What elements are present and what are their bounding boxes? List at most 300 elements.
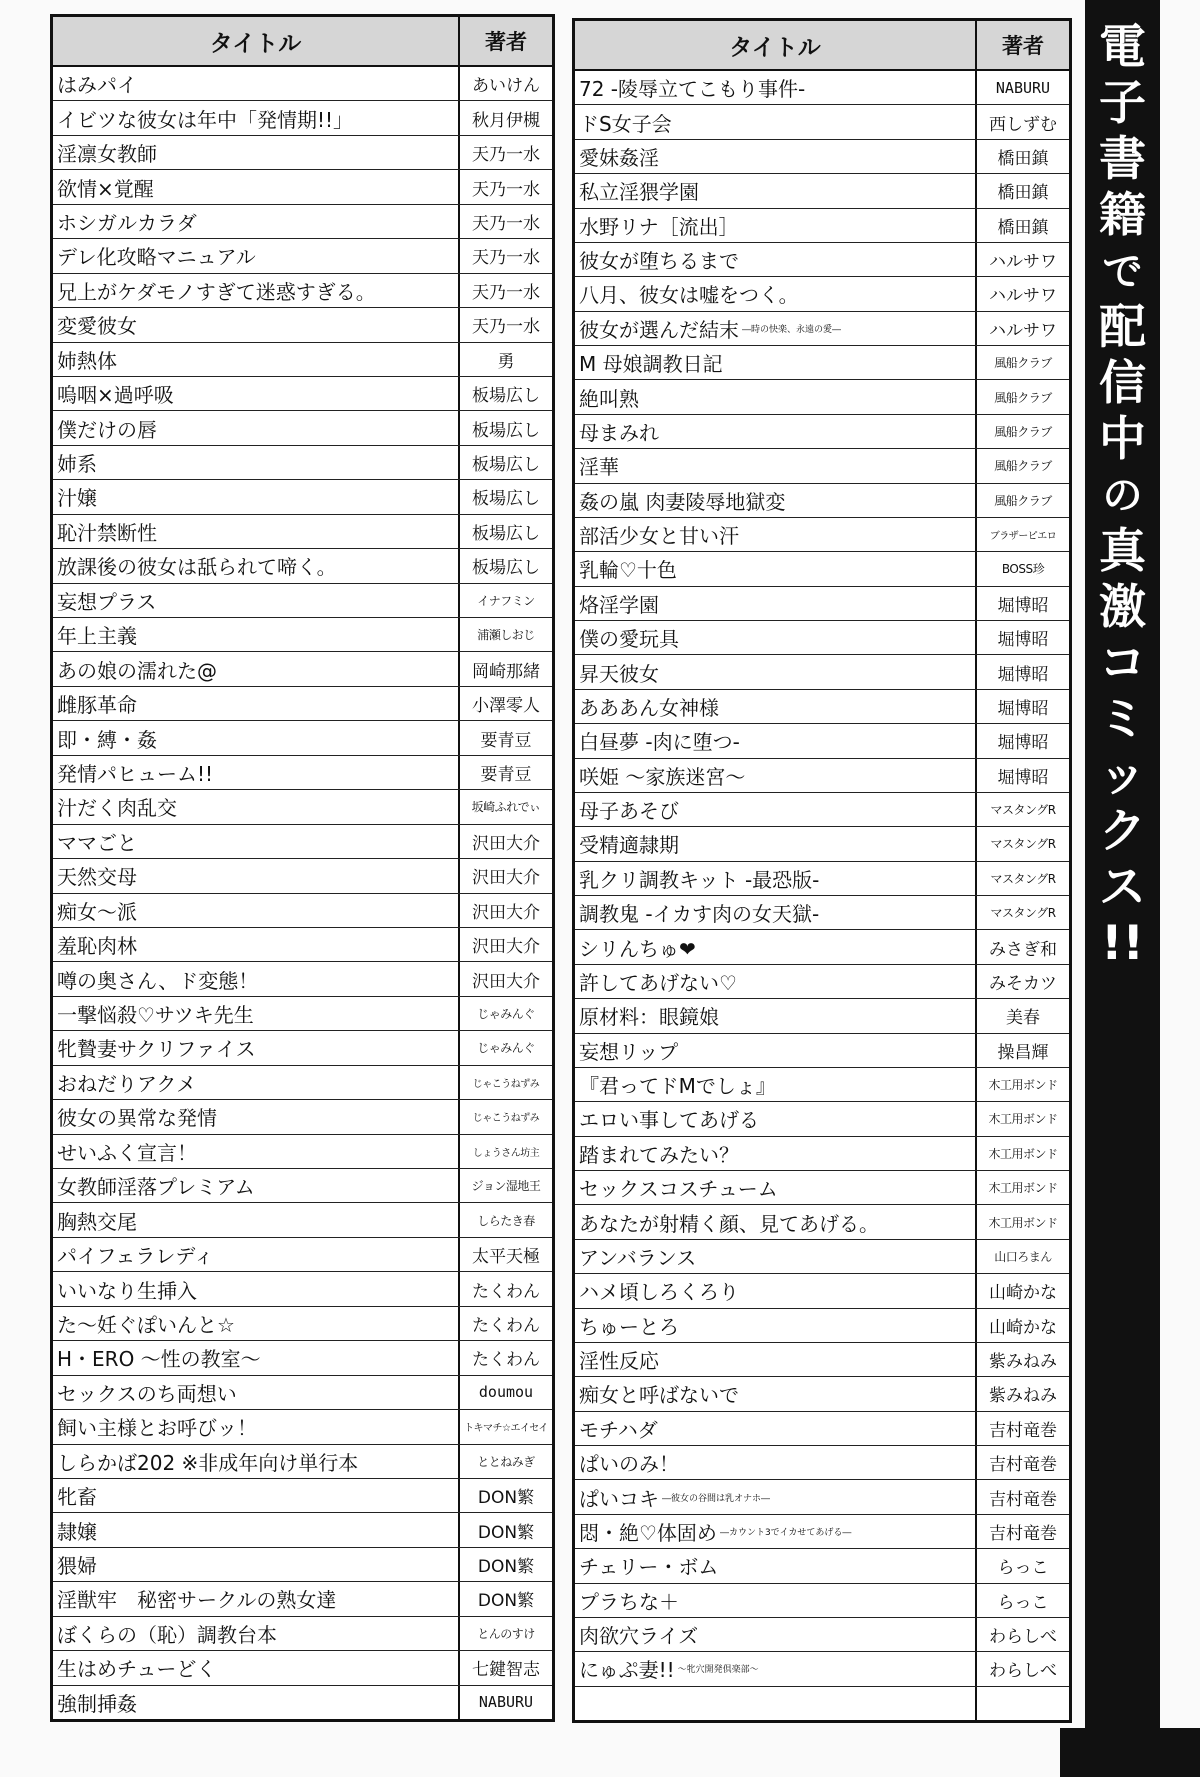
table-row bbox=[575, 759, 1069, 793]
table-row bbox=[575, 965, 1069, 999]
book-author: 沢田大介 bbox=[472, 937, 540, 958]
bottom-black-strip bbox=[1060, 1728, 1200, 1777]
book-title bbox=[53, 687, 460, 720]
book-author: 紫みねみ bbox=[989, 1386, 1057, 1407]
table-row bbox=[575, 1377, 1069, 1411]
book-title bbox=[53, 584, 460, 617]
book-author: マスタングR bbox=[990, 906, 1056, 921]
book-author: じゃこうねずみ bbox=[472, 1078, 540, 1090]
book-title bbox=[53, 1445, 460, 1478]
book-author: マスタングR bbox=[990, 837, 1056, 852]
book-title bbox=[575, 449, 977, 482]
book-title-text: 踏まれてみたい？ bbox=[579, 1142, 739, 1167]
table-row bbox=[53, 1376, 552, 1410]
banner-char: 配 bbox=[1099, 300, 1146, 355]
book-title bbox=[53, 962, 460, 995]
book-author: たくわん bbox=[472, 1350, 540, 1371]
book-title bbox=[575, 724, 977, 757]
table-row bbox=[575, 1412, 1069, 1446]
book-title bbox=[575, 587, 977, 620]
book-title bbox=[53, 411, 460, 444]
table-row bbox=[53, 1169, 552, 1203]
book-title-text: M 母娘調教日記 bbox=[579, 352, 723, 377]
book-title bbox=[53, 377, 460, 410]
book-author: 山崎かな bbox=[989, 1283, 1057, 1304]
book-title-text: 痴女と呼ばないで bbox=[579, 1383, 739, 1408]
book-title bbox=[53, 480, 460, 513]
table-row bbox=[575, 243, 1069, 277]
book-author: 木工用ボンド bbox=[988, 1146, 1058, 1161]
book-title bbox=[575, 518, 977, 551]
book-author: 堀博昭 bbox=[997, 630, 1049, 651]
book-title-text: 即・縛・姦 bbox=[57, 727, 157, 752]
book-author: 山口ろまん bbox=[994, 1249, 1052, 1264]
book-author: 板場広し bbox=[472, 558, 540, 579]
book-title-text: 72 -陵辱立てこもり事件- bbox=[579, 77, 806, 102]
banner-char: 信 bbox=[1099, 356, 1146, 411]
book-author: 秋月伊槻 bbox=[472, 110, 540, 131]
table-row bbox=[575, 1652, 1069, 1686]
book-author: 吉村竜巻 bbox=[989, 1455, 1057, 1476]
book-author: じゃみんぐ bbox=[477, 1007, 535, 1022]
book-title-text: ママごと bbox=[57, 830, 137, 855]
book-title bbox=[575, 965, 977, 998]
banner-char: ク bbox=[1099, 804, 1146, 859]
book-author: ととねみぎ bbox=[477, 1454, 535, 1469]
book-title-text: あなたが射精く顔、見てあげる。 bbox=[579, 1211, 879, 1236]
table-row bbox=[53, 446, 552, 480]
book-title-text: 彼女が堕ちるまで bbox=[579, 249, 739, 274]
book-title-text: にゅぷ妻!! bbox=[579, 1658, 675, 1683]
book-title bbox=[53, 859, 460, 892]
book-title bbox=[53, 928, 460, 961]
book-title bbox=[53, 997, 460, 1030]
book-author: たくわん bbox=[472, 1281, 540, 1302]
banner-char: 子 bbox=[1099, 76, 1146, 131]
book-author: イナフミン bbox=[477, 593, 535, 608]
book-title-text: 烙淫学園 bbox=[579, 592, 659, 617]
book-author: 風船クラブ bbox=[994, 424, 1052, 439]
book-title bbox=[53, 790, 460, 823]
table-row bbox=[575, 174, 1069, 208]
book-title-text: 愛妹姦淫 bbox=[579, 145, 659, 170]
book-title bbox=[53, 136, 460, 169]
book-title-text: ぱいコキ bbox=[579, 1486, 659, 1511]
book-title bbox=[53, 1031, 460, 1064]
book-title-text: ちゅーとろ bbox=[579, 1314, 679, 1339]
book-author: DON繁 bbox=[477, 1522, 535, 1543]
book-title bbox=[53, 1410, 460, 1443]
book-subtitle: ―彼女の谷間は乳オナホ― bbox=[662, 1493, 771, 1504]
book-author: 堀博昭 bbox=[997, 733, 1049, 754]
book-title bbox=[575, 346, 977, 379]
book-author: わらしべ bbox=[989, 1661, 1057, 1682]
book-author: みそカツ bbox=[989, 973, 1057, 994]
book-title bbox=[575, 1171, 977, 1204]
book-title bbox=[53, 721, 460, 754]
book-title bbox=[575, 1343, 977, 1376]
book-author: 板場広し bbox=[472, 420, 540, 441]
table-row bbox=[575, 1274, 1069, 1308]
table-row bbox=[53, 894, 552, 928]
table-row bbox=[53, 1031, 552, 1065]
author-column-header: 著者 bbox=[1002, 34, 1044, 58]
table-row bbox=[53, 377, 552, 411]
book-title-text: 彼女が選んだ結末 bbox=[579, 317, 739, 342]
table-row bbox=[575, 655, 1069, 689]
table-row bbox=[53, 411, 552, 445]
book-title-text: ぱいのみ！ bbox=[579, 1452, 679, 1477]
banner-char: ミ bbox=[1099, 692, 1146, 747]
book-author: あいけん bbox=[472, 76, 540, 97]
book-title bbox=[575, 1549, 977, 1582]
book-author: たくわん bbox=[472, 1315, 540, 1336]
book-author: NABURU bbox=[995, 78, 1051, 97]
book-title-text: 絶叫熟 bbox=[579, 386, 639, 411]
book-title-text: 『君ってドMでしょ』 bbox=[579, 1074, 776, 1099]
table-row bbox=[53, 515, 552, 549]
book-author: BOSS珍 bbox=[1001, 562, 1045, 577]
book-author: doumou bbox=[478, 1383, 534, 1402]
table-row bbox=[575, 1549, 1069, 1583]
book-title-text: 肉欲穴ライズ bbox=[579, 1624, 699, 1649]
table-row bbox=[575, 862, 1069, 896]
book-subtitle: ―カウント3でイカせてあげる― bbox=[719, 1527, 852, 1538]
book-title-text: 淫華 bbox=[579, 455, 619, 480]
table-row bbox=[575, 380, 1069, 414]
book-title-text: 淫性反応 bbox=[579, 1349, 659, 1374]
table-header bbox=[53, 17, 552, 67]
book-author: じゃこうねずみ bbox=[472, 1113, 540, 1125]
table-row bbox=[575, 1205, 1069, 1239]
book-author: 板場広し bbox=[472, 386, 540, 407]
table-row bbox=[53, 308, 552, 342]
book-author: ハルサワ bbox=[989, 286, 1057, 307]
book-title-text: 乳輪♡十色 bbox=[579, 558, 677, 583]
title-column-header: タイトル bbox=[575, 21, 977, 69]
book-subtitle: ―時の快楽、永遠の愛― bbox=[742, 324, 842, 335]
book-title-text: セックスのち両想い bbox=[57, 1381, 237, 1406]
table-row bbox=[575, 999, 1069, 1033]
side-banner-title bbox=[1085, 20, 1160, 972]
book-title bbox=[575, 862, 977, 895]
book-title-text: 飼い主様とお呼びッ！ bbox=[57, 1416, 257, 1441]
book-author: DON繁 bbox=[477, 1591, 535, 1612]
book-title-text: プラちな＋ bbox=[579, 1589, 679, 1614]
book-title bbox=[575, 1618, 977, 1651]
book-title bbox=[575, 209, 977, 242]
book-title bbox=[575, 243, 977, 276]
book-title bbox=[575, 1446, 977, 1479]
table-row bbox=[53, 343, 552, 377]
book-title bbox=[575, 1274, 977, 1307]
book-author: 板場広し bbox=[472, 523, 540, 544]
table-row bbox=[53, 756, 552, 790]
book-title bbox=[53, 825, 460, 858]
book-author: マスタングR bbox=[990, 871, 1056, 886]
table-row bbox=[575, 312, 1069, 346]
book-title bbox=[575, 105, 977, 138]
banner-char: !! bbox=[1101, 916, 1144, 971]
book-title-text: 母子あそび bbox=[579, 799, 679, 824]
book-title bbox=[575, 312, 977, 345]
table-row bbox=[53, 997, 552, 1031]
table-row bbox=[575, 1618, 1069, 1652]
table-row bbox=[53, 825, 552, 859]
book-title-text: いいなり生挿入 bbox=[57, 1278, 197, 1303]
book-title bbox=[53, 1238, 460, 1271]
table-row bbox=[53, 549, 552, 583]
book-title bbox=[53, 1307, 460, 1340]
table-row bbox=[53, 1272, 552, 1306]
book-title bbox=[53, 1617, 460, 1650]
book-title bbox=[53, 1376, 460, 1409]
table-row bbox=[53, 687, 552, 721]
book-author: 沢田大介 bbox=[472, 868, 540, 889]
book-author: とんのすけ bbox=[477, 1626, 535, 1641]
table-row bbox=[53, 1203, 552, 1237]
title-table-right bbox=[572, 18, 1072, 1723]
book-author: 吉村竜巻 bbox=[989, 1420, 1057, 1441]
book-title bbox=[575, 896, 977, 929]
book-title bbox=[575, 1034, 977, 1067]
table-row bbox=[575, 690, 1069, 724]
table-row bbox=[575, 518, 1069, 552]
table-row bbox=[53, 859, 552, 893]
table-row bbox=[575, 1584, 1069, 1618]
book-title bbox=[575, 1309, 977, 1342]
table-row bbox=[575, 449, 1069, 483]
table-row bbox=[53, 205, 552, 239]
table-row bbox=[575, 346, 1069, 380]
table-row bbox=[575, 209, 1069, 243]
book-author: ハルサワ bbox=[989, 252, 1057, 273]
book-title-text: 胸熱交尾 bbox=[57, 1209, 137, 1234]
title-column-header: タイトル bbox=[53, 17, 460, 65]
book-title-text: 兄上がケダモノすぎて迷惑すぎる。 bbox=[57, 279, 376, 304]
book-title bbox=[53, 1513, 460, 1546]
book-title-text: 女教師淫落プレミアム bbox=[57, 1175, 255, 1200]
book-title bbox=[575, 552, 977, 585]
book-title-text: 生はめチューどく bbox=[57, 1657, 217, 1682]
book-title-text: 雌豚革命 bbox=[57, 693, 137, 718]
book-author: 坂崎ふれでぃ bbox=[471, 800, 541, 815]
book-title-text: シリんちゅ❤ bbox=[579, 936, 696, 961]
book-title bbox=[53, 1203, 460, 1236]
book-title bbox=[575, 690, 977, 723]
book-title-text: 八月、彼女は嘘をつく。 bbox=[579, 283, 799, 308]
book-author bbox=[977, 1687, 1069, 1720]
book-title bbox=[575, 1687, 977, 1720]
table-row bbox=[575, 1687, 1069, 1720]
banner-char: ッ bbox=[1099, 748, 1146, 803]
table-row bbox=[575, 724, 1069, 758]
book-title-text: 羞恥肉林 bbox=[57, 934, 137, 959]
book-author: 堀博昭 bbox=[997, 767, 1049, 788]
book-author: 木工用ボンド bbox=[988, 1078, 1058, 1093]
table-row bbox=[575, 896, 1069, 930]
book-author: しょうさん坊主 bbox=[472, 1147, 540, 1159]
table-row bbox=[53, 1445, 552, 1479]
book-author: 堀博昭 bbox=[997, 664, 1049, 685]
book-title bbox=[53, 1100, 460, 1133]
book-title-text: ぼくらの（恥）調教台本 bbox=[57, 1622, 277, 1647]
banner-char: 激 bbox=[1099, 580, 1146, 635]
book-title-text: 悶・絶♡体固め bbox=[579, 1520, 717, 1545]
table-row bbox=[53, 721, 552, 755]
book-title bbox=[575, 140, 977, 173]
book-author: わらしべ bbox=[989, 1627, 1057, 1648]
table-row bbox=[53, 790, 552, 824]
table-row bbox=[53, 1617, 552, 1651]
table-row bbox=[53, 584, 552, 618]
book-author: みさぎ和 bbox=[989, 939, 1057, 960]
book-title bbox=[53, 1582, 460, 1615]
book-title bbox=[53, 1169, 460, 1202]
book-title-text: 噂の奥さん、ド変態！ bbox=[57, 968, 259, 993]
book-title bbox=[575, 174, 977, 207]
book-author: 操昌輝 bbox=[997, 1042, 1049, 1063]
book-title-text: 汁だく肉乱交 bbox=[57, 796, 177, 821]
book-title bbox=[575, 655, 977, 688]
book-title-text: アンバランス bbox=[579, 1245, 697, 1270]
table-row bbox=[575, 930, 1069, 964]
book-title-text: 痴女～派 bbox=[57, 899, 137, 924]
book-author: 吉村竜巻 bbox=[989, 1523, 1057, 1544]
book-author: NABURU bbox=[478, 1693, 534, 1712]
book-author: 山崎かな bbox=[989, 1317, 1057, 1338]
book-title-text: 水野リナ［流出］ bbox=[579, 214, 739, 239]
book-author: 要青豆 bbox=[480, 730, 532, 751]
book-author: トキマチ☆エイセイ bbox=[464, 1423, 548, 1435]
book-title bbox=[53, 446, 460, 479]
book-title-text: 妄想リップ bbox=[579, 1039, 679, 1064]
book-title-text: エロい事してあげる bbox=[579, 1108, 759, 1133]
book-title-text: 放課後の彼女は舐られて啼く。 bbox=[57, 555, 337, 580]
table-row bbox=[575, 415, 1069, 449]
book-title bbox=[575, 793, 977, 826]
table-row bbox=[575, 1137, 1069, 1171]
banner-char: コ bbox=[1099, 636, 1146, 691]
table-header bbox=[575, 21, 1069, 71]
book-title-text: 姉熱体 bbox=[57, 348, 117, 373]
book-author: らっこ bbox=[997, 1592, 1049, 1613]
book-title bbox=[575, 1412, 977, 1445]
book-author: 橋田鎮 bbox=[997, 148, 1049, 169]
book-author: 風船クラブ bbox=[994, 493, 1052, 508]
book-title bbox=[575, 999, 977, 1032]
book-author: 小澤零人 bbox=[472, 696, 540, 717]
table-row bbox=[575, 1102, 1069, 1136]
book-title bbox=[575, 827, 977, 860]
table-row bbox=[53, 1513, 552, 1547]
banner-char: 書 bbox=[1099, 132, 1146, 187]
book-author: じゃみんぐ bbox=[477, 1041, 535, 1056]
book-title bbox=[575, 1137, 977, 1170]
book-title bbox=[575, 415, 977, 448]
book-author: 木工用ボンド bbox=[988, 1215, 1058, 1230]
book-title-text: 昇天彼女 bbox=[579, 661, 659, 686]
table-row bbox=[53, 1135, 552, 1169]
book-title bbox=[575, 71, 977, 104]
table-row bbox=[575, 105, 1069, 139]
table-row bbox=[575, 1034, 1069, 1068]
book-title bbox=[53, 618, 460, 651]
table-row bbox=[575, 1480, 1069, 1514]
table-row bbox=[575, 1240, 1069, 1274]
book-author: 美春 bbox=[1006, 1008, 1040, 1029]
book-title bbox=[575, 930, 977, 963]
table-row bbox=[53, 1548, 552, 1582]
book-title bbox=[53, 894, 460, 927]
book-title-text: 牝贄妻サクリファイス bbox=[57, 1037, 256, 1062]
book-title bbox=[53, 515, 460, 548]
book-author: 橋田鎮 bbox=[997, 217, 1049, 238]
book-title-text: 姉系 bbox=[57, 452, 97, 477]
book-author: 紫みねみ bbox=[989, 1352, 1057, 1373]
book-title-text: 白昼夢 -肉に堕つ- bbox=[579, 730, 740, 755]
book-author: 堀博昭 bbox=[997, 595, 1049, 616]
book-title-text: 乳クリ調教キット -最恐版- bbox=[579, 867, 820, 892]
book-title bbox=[53, 1135, 460, 1168]
book-title-text: 牝畜 bbox=[57, 1485, 97, 1510]
book-title bbox=[53, 239, 460, 272]
table-row bbox=[53, 1582, 552, 1616]
book-title bbox=[575, 277, 977, 310]
book-title-text: チェリー・ボム bbox=[579, 1555, 719, 1580]
book-author: マスタングR bbox=[990, 803, 1056, 818]
book-title-text: 恥汁禁断性 bbox=[57, 520, 157, 545]
table-row bbox=[53, 1686, 552, 1719]
book-title bbox=[53, 756, 460, 789]
table-row bbox=[575, 71, 1069, 105]
table-row bbox=[575, 1171, 1069, 1205]
table-row bbox=[53, 1479, 552, 1513]
book-title bbox=[575, 1584, 977, 1617]
book-title-text: ドS女子会 bbox=[579, 111, 672, 136]
table-row bbox=[53, 480, 552, 514]
book-title-text: ハメ頃しろくろり bbox=[579, 1280, 739, 1305]
table-row bbox=[53, 274, 552, 308]
book-title-text: 嗚咽×過呼吸 bbox=[57, 383, 174, 408]
book-title bbox=[53, 205, 460, 238]
book-title bbox=[575, 1515, 977, 1548]
book-author: 橋田鎮 bbox=[997, 183, 1049, 204]
book-author: DON繁 bbox=[477, 1488, 535, 1509]
book-title-text: 妄想プラス bbox=[57, 589, 157, 614]
book-title-text: 原材料：眼鏡娘 bbox=[579, 1005, 719, 1030]
table-row bbox=[53, 239, 552, 273]
book-author: 沢田大介 bbox=[472, 971, 540, 992]
book-title-text: 一撃悩殺♡サツキ先生 bbox=[57, 1003, 254, 1028]
table-row bbox=[53, 1410, 552, 1444]
table-row bbox=[575, 1309, 1069, 1343]
book-title-text: 年上主義 bbox=[57, 624, 137, 649]
book-title-text: 部活少女と甘い汗 bbox=[579, 524, 739, 549]
book-title bbox=[53, 343, 460, 376]
book-title bbox=[53, 101, 460, 134]
book-author: ジョン湿地王 bbox=[471, 1179, 541, 1194]
book-title-text: 欲情×覚醒 bbox=[57, 176, 154, 201]
book-title-text: 許してあげない♡ bbox=[579, 970, 737, 995]
book-title-text: 咲姫 ～家族迷宮～ bbox=[579, 764, 746, 789]
book-title-text: 母まみれ bbox=[579, 420, 659, 445]
book-author: 板場広し bbox=[472, 455, 540, 476]
book-title-text: あああん女神様 bbox=[579, 695, 719, 720]
book-title-text: 猥婦 bbox=[57, 1554, 97, 1579]
book-title-text: 天然交母 bbox=[57, 865, 137, 890]
book-title-text: 強制挿姦 bbox=[57, 1691, 137, 1716]
